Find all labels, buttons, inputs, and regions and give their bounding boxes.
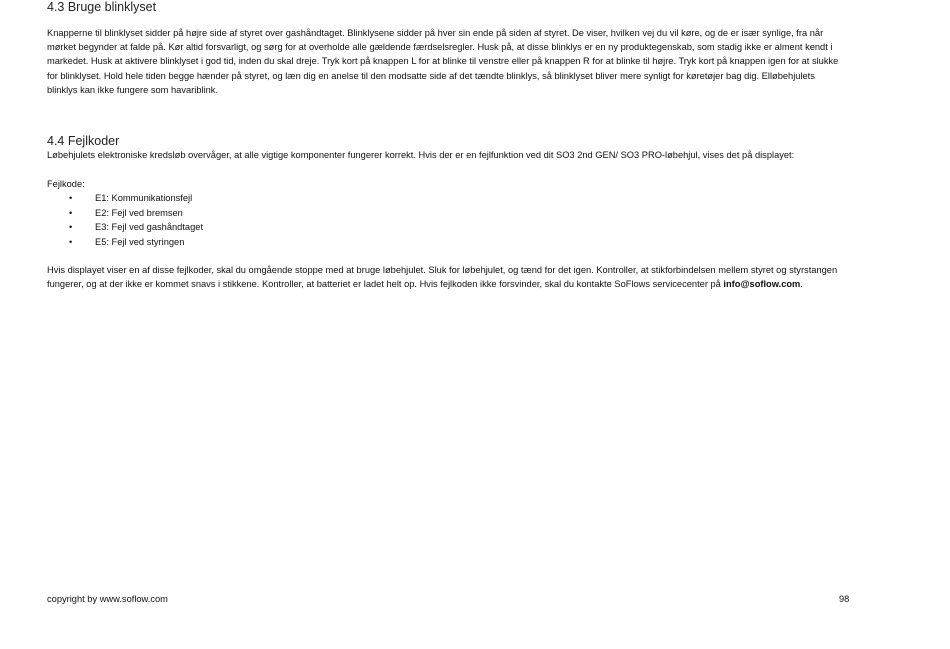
fault-code-text: E5: Fejl ved styringen [95,236,185,247]
paragraph-line: Hvis displayet viser en af disse fejlkoder, skal du omgående stoppe med at bruge løbehjulet. Sluk for løbehjulet, og tænd for det igen. Kontroller, at stikforbindelsen mellem styret og styrstangen [47,265,838,275]
bullet-icon: • [69,222,73,232]
fault-code-text: E1: Kommunikationsfejl [95,193,193,203]
fault-code-text: E3: Fejl ved gashåndtaget [95,222,204,232]
section-4-4-intro [47,148,897,162]
section-4-3-heading: 4.3 Bruge blinklyset [47,0,157,14]
section-4-4-outro [47,263,897,291]
paragraph-line: blinklys kan ikke fungere som havariblink. [47,84,219,95]
bullet-icon: • [69,193,73,203]
paragraph-line: for blinklyset. Hold hele tiden begge hænder på styret, og læn dig en anelse til den modsatte side af det tændte blinklys, så blinklyset bliver mere synligt for køretøjer bag dig. Elløbehjulets [47,70,815,81]
fault-codes-label: Fejlkode: [47,179,85,189]
section-4-4-heading: 4.4 Fejlkoder [47,134,120,148]
bullet-icon: • [69,236,73,247]
footer-copyright: copyright by www.soflow.com [47,594,168,604]
fault-code-text: E2: Fejl ved bremsen [95,207,183,218]
paragraph-line: fungerer, og at der ikke er kommet snavs i stikkene. Kontroller, at batteriet er ladet helt op. Hvis fejlkoden ikke forsvinder, skal du kontakte SoFlows servicecenter på info@soflow.com. [47,279,803,290]
footer-page-number: 98 [839,594,850,604]
support-email: info@soflow.com [723,279,801,290]
section-4-3-paragraph [47,26,897,97]
paragraph-line: Knapperne til blinklyset sidder på højre side af styret over gashåndtaget. Blinklysene sidder på hver sin ende på siden af styret. De viser, hvilken vej du vil køre, og de er især synlige, fra når [47,28,824,38]
paragraph-line: mørket begynder at falde på. Kør altid forsvarligt, og sørg for at overholde alle gældende færdselsregler. Husk på, at disse blinklys er en ny produktegenskab, som stadig ikke er alment kendt i [47,42,833,53]
bullet-icon: • [69,207,73,218]
paragraph-line: Løbehjulets elektroniske kredsløb overvåger, at alle vigtige komponenter fungerer korrekt. Hvis der er en fejlfunktion ved dit SO3 2nd GEN/ SO3 PRO-løbehjul, vises det på displayet: [47,150,795,160]
paragraph-line: markedet. Husk at aktivere blinklyset i god tid, inden du skal dreje. Tryk kort på knappen L for at blinke til venstre eller på knappen R for at blinke til højre. Tryk kort på knappen igen for at slukke [47,56,839,67]
